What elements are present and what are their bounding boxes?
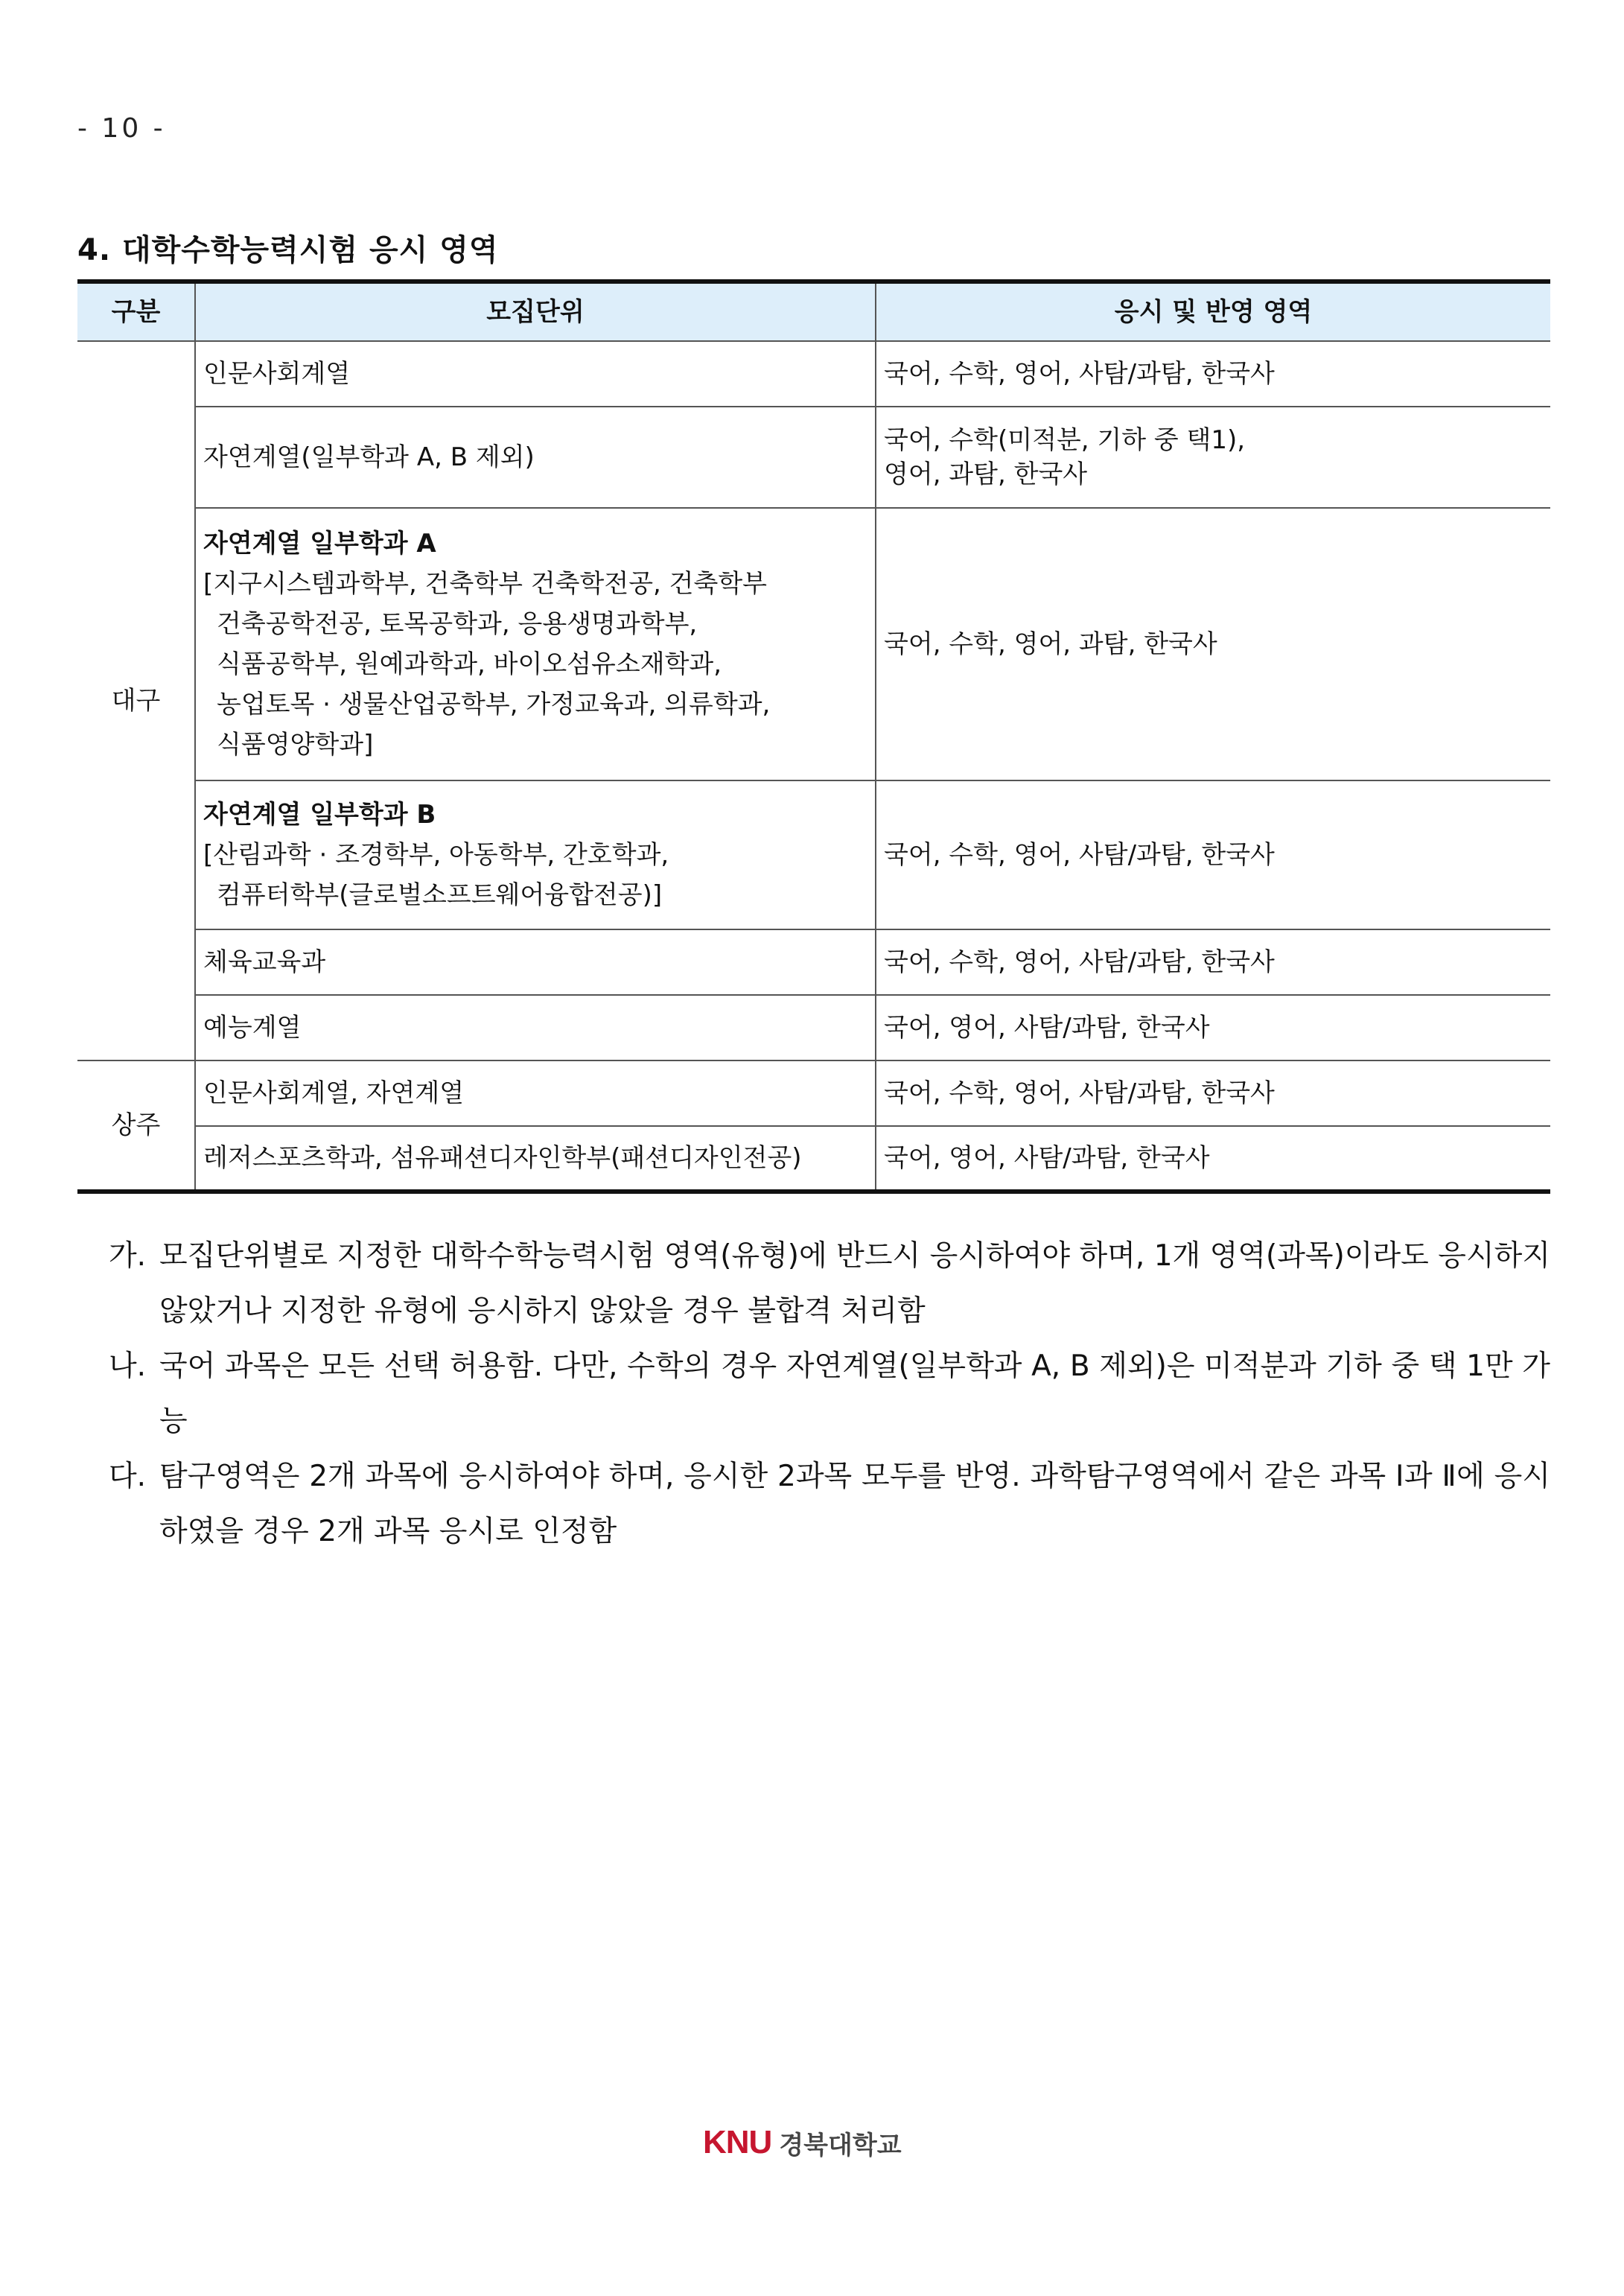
note-item (77, 1339, 1550, 1449)
note-text: 국어 과목은 모든 선택 허용함. 다만, 수학의 경우 자연계열(일부학과 A, B 제외)은 미적분과 기하 중 택 1만 가능 (159, 1349, 1550, 1438)
unit-cell: 레저스포츠학과, 섬유패션디자인학부(패션디자인전공) (195, 1126, 876, 1192)
unit-detail-line: [지구시스템과학부, 건축학부 건축학전공, 건축학부 (203, 569, 768, 599)
subjects-cell: 국어, 영어, 사탐/과탐, 한국사 (876, 995, 1550, 1060)
region-cell-sangju: 상주 (77, 1060, 195, 1192)
unit-cell (195, 780, 876, 929)
unit-cell: 인문사회계열, 자연계열 (195, 1060, 876, 1126)
unit-cell: 예능계열 (195, 995, 876, 1060)
unit-cell: 체육교육과 (195, 929, 876, 995)
table-row (77, 780, 1550, 929)
note-text: 모집단위별로 지정한 대학수학능력시험 영역(유형)에 반드시 응시하여야 하며, 1개 영역(과목)이라도 응시하지 않았거나 지정한 유형에 응시하지 않았을 경우 불합격 처리함 (159, 1239, 1550, 1328)
subjects-cell: 국어, 수학, 영어, 사탐/과탐, 한국사 (876, 780, 1550, 929)
note-marker: 다. (109, 1460, 147, 1493)
header-recruitment-unit: 모집단위 (195, 282, 876, 341)
table-header-row (77, 282, 1550, 341)
table-row (77, 341, 1550, 407)
note-item (77, 1449, 1550, 1559)
page-number: - 10 - (77, 113, 166, 144)
section-title: 4. 대학수학능력시험 응시 영역 (77, 233, 499, 267)
unit-detail-line: 컴퓨터학부(글로벌소프트웨어융합전공)] (217, 880, 663, 910)
subjects-line: 영어, 과탐, 한국사 (884, 459, 1088, 489)
unit-cell: 자연계열(일부학과 A, B 제외) (195, 407, 876, 508)
subjects-cell: 국어, 수학, 영어, 과탐, 한국사 (876, 508, 1550, 780)
unit-detail-line: 건축공학전공, 토목공학과, 응용생명과학부, (217, 609, 698, 639)
unit-detail-line: 식품공학부, 원예과학과, 바이오섬유소재학과, (217, 649, 722, 679)
unit-cell (195, 508, 876, 780)
region-cell-daegu: 대구 (77, 341, 195, 1060)
note-marker: 가. (109, 1239, 147, 1273)
requirements-table-container (77, 279, 1550, 1194)
table-row (77, 995, 1550, 1060)
notes-list (77, 1229, 1550, 1559)
knu-logo: KNU (703, 2124, 772, 2160)
subjects-cell: 국어, 영어, 사탐/과탐, 한국사 (876, 1126, 1550, 1192)
table-row (77, 1126, 1550, 1192)
note-item (77, 1229, 1550, 1339)
unit-title: 자연계열 일부학과 B (203, 800, 436, 830)
unit-detail-line: [산림과학 · 조경학부, 아동학부, 간호학과, (203, 840, 669, 870)
subjects-cell: 국어, 수학, 영어, 사탐/과탐, 한국사 (876, 341, 1550, 407)
subjects-cell (876, 407, 1550, 508)
table-row (77, 407, 1550, 508)
header-category: 구분 (77, 282, 195, 341)
university-name: 경북대학교 (779, 2130, 902, 2160)
header-subjects: 응시 및 반영 영역 (876, 282, 1550, 341)
note-text: 탐구영역은 2개 과목에 응시하여야 하며, 응시한 2과목 모두를 반영. 과학탐구영역에서 같은 과목 Ⅰ과 Ⅱ에 응시하였을 경우 2개 과목 응시로 인정함 (159, 1460, 1550, 1548)
table-row (77, 1060, 1550, 1126)
subjects-line: 국어, 수학(미적분, 기하 중 택1), (884, 425, 1246, 455)
note-marker: 나. (109, 1349, 147, 1383)
unit-title: 자연계열 일부학과 A (203, 529, 436, 559)
unit-cell: 인문사회계열 (195, 341, 876, 407)
table-row (77, 929, 1550, 995)
requirements-table (77, 279, 1550, 1194)
unit-detail-line: 식품영양학과] (217, 730, 374, 760)
unit-detail-line: 농업토목 · 생물산업공학부, 가정교육과, 의류학과, (217, 690, 771, 719)
subjects-cell: 국어, 수학, 영어, 사탐/과탐, 한국사 (876, 1060, 1550, 1126)
table-row (77, 508, 1550, 780)
footer-logo (703, 2124, 902, 2161)
subjects-cell: 국어, 수학, 영어, 사탐/과탐, 한국사 (876, 929, 1550, 995)
